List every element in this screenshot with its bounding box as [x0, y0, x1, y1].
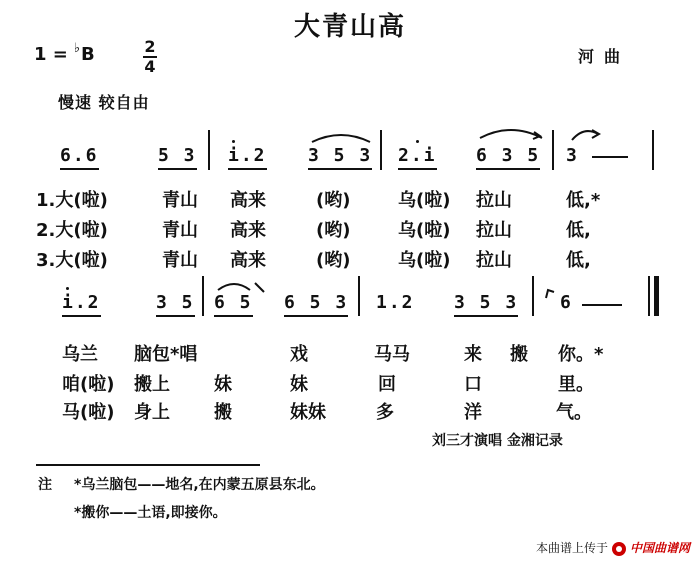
lyric: 拉山: [476, 250, 512, 271]
lyric: 乌兰: [62, 344, 98, 365]
lyric: 咱(啦): [62, 374, 115, 395]
note-group: 6: [560, 292, 573, 313]
lyric: 高来: [230, 190, 266, 211]
footnote-item: *乌兰脑包——地名,在内蒙五原县东北。: [74, 477, 325, 493]
octave-dot: [232, 140, 235, 143]
note-group: 1.2: [376, 292, 415, 313]
lyric: 来: [464, 344, 482, 365]
lyric: 马马: [374, 344, 410, 365]
note-group: 6 3 5: [476, 145, 540, 170]
note-group: i.2: [62, 292, 101, 317]
song-origin: 河曲: [578, 47, 631, 66]
lyric: 里。: [558, 374, 594, 395]
lyric: 妹: [290, 374, 308, 395]
grace-mark: [252, 280, 268, 296]
lyric: 2.大(啦): [36, 220, 108, 241]
lyric: 低,: [566, 250, 591, 271]
lyric: 脑包*唱: [134, 344, 198, 365]
key-note: B: [81, 44, 95, 65]
lyric: 戏: [290, 344, 308, 365]
bar-line: [552, 130, 554, 170]
site-footer: [536, 539, 690, 556]
slur-mark: [214, 276, 254, 292]
song-title: 大青山高: [293, 12, 406, 42]
lyric: 口: [464, 374, 482, 395]
lyric: 青山: [162, 190, 198, 211]
lyric: 洋: [464, 402, 482, 423]
lyric: 妹妹: [290, 402, 326, 423]
note-group: 3 5 3: [454, 292, 518, 317]
key-label: 1 =: [34, 44, 68, 65]
octave-dot: [66, 287, 69, 290]
lyric: 高来: [230, 250, 266, 271]
hold-dash: [592, 156, 628, 158]
note-group: 6.6: [60, 145, 99, 170]
lyric: 高来: [230, 220, 266, 241]
meter-top: 2: [144, 37, 156, 56]
lyric: 青山: [162, 250, 198, 271]
lyric: 多: [376, 402, 394, 423]
time-signature: [142, 38, 158, 76]
lyric: 气。: [556, 402, 592, 423]
footnote-label: 注: [38, 477, 52, 493]
bar-line: [208, 130, 210, 170]
meter-bottom: 4: [144, 57, 156, 76]
bar-line: [380, 130, 382, 170]
note-group: 3 5: [156, 292, 195, 317]
bar-line: [202, 276, 204, 316]
note-group: i.2: [228, 145, 267, 170]
performer-credit: 刘三才演唱 金湘记录: [432, 433, 563, 449]
lyric: 马(啦): [62, 402, 115, 423]
lyric: 拉山: [476, 220, 512, 241]
bar-line: [648, 276, 650, 316]
footnote-item: *搬你——土语,即接你。: [74, 505, 227, 521]
hold-dash: [582, 304, 622, 306]
flat-sign: ♭: [73, 41, 81, 56]
lyric: 青山: [162, 220, 198, 241]
lyric: (哟): [316, 220, 351, 241]
upload-text: 本曲谱上传于: [535, 541, 608, 555]
lyric: 1.大(啦): [36, 190, 108, 211]
lyric: 低,*: [566, 190, 601, 211]
lyric: 搬: [510, 344, 528, 365]
final-bar-line: [654, 276, 659, 316]
lyric: 你。*: [558, 344, 604, 365]
lyric: (哟): [316, 250, 351, 271]
lyric: 妹: [214, 374, 232, 395]
grace-mark: [542, 286, 560, 302]
lyric: 搬: [214, 402, 232, 423]
slide-mark: [568, 126, 608, 146]
slur-mark: [308, 128, 374, 144]
lyric: 乌(啦): [398, 250, 451, 271]
note-group: 2.i: [398, 145, 437, 170]
key-signature: [34, 41, 95, 65]
lyric: 低,: [566, 220, 591, 241]
bar-line: [358, 276, 360, 316]
octave-dot: [416, 140, 419, 143]
lyric: 乌(啦): [398, 190, 451, 211]
note-group: 5 3: [158, 145, 197, 170]
note-group: 6 5 3: [284, 292, 348, 317]
lyric: 拉山: [476, 190, 512, 211]
note-group: 3 5 3: [308, 145, 372, 170]
lyric: 身上: [134, 402, 170, 423]
lyric: 回: [378, 374, 396, 395]
bar-line: [532, 276, 534, 316]
note-group: 3: [566, 145, 579, 166]
note-group: 6 5: [214, 292, 253, 317]
lyric: 乌(啦): [398, 220, 451, 241]
slur-mark: [476, 122, 546, 142]
lyric: (哟): [316, 190, 351, 211]
site-name-link[interactable]: 中国曲谱网: [629, 541, 690, 555]
lyric: 3.大(啦): [36, 250, 108, 271]
footnote-divider: [36, 464, 260, 466]
lyric: 搬上: [134, 374, 170, 395]
site-logo-icon: [612, 542, 626, 556]
tempo-marking: 慢速 较自由: [58, 93, 150, 112]
bar-line: [652, 130, 654, 170]
